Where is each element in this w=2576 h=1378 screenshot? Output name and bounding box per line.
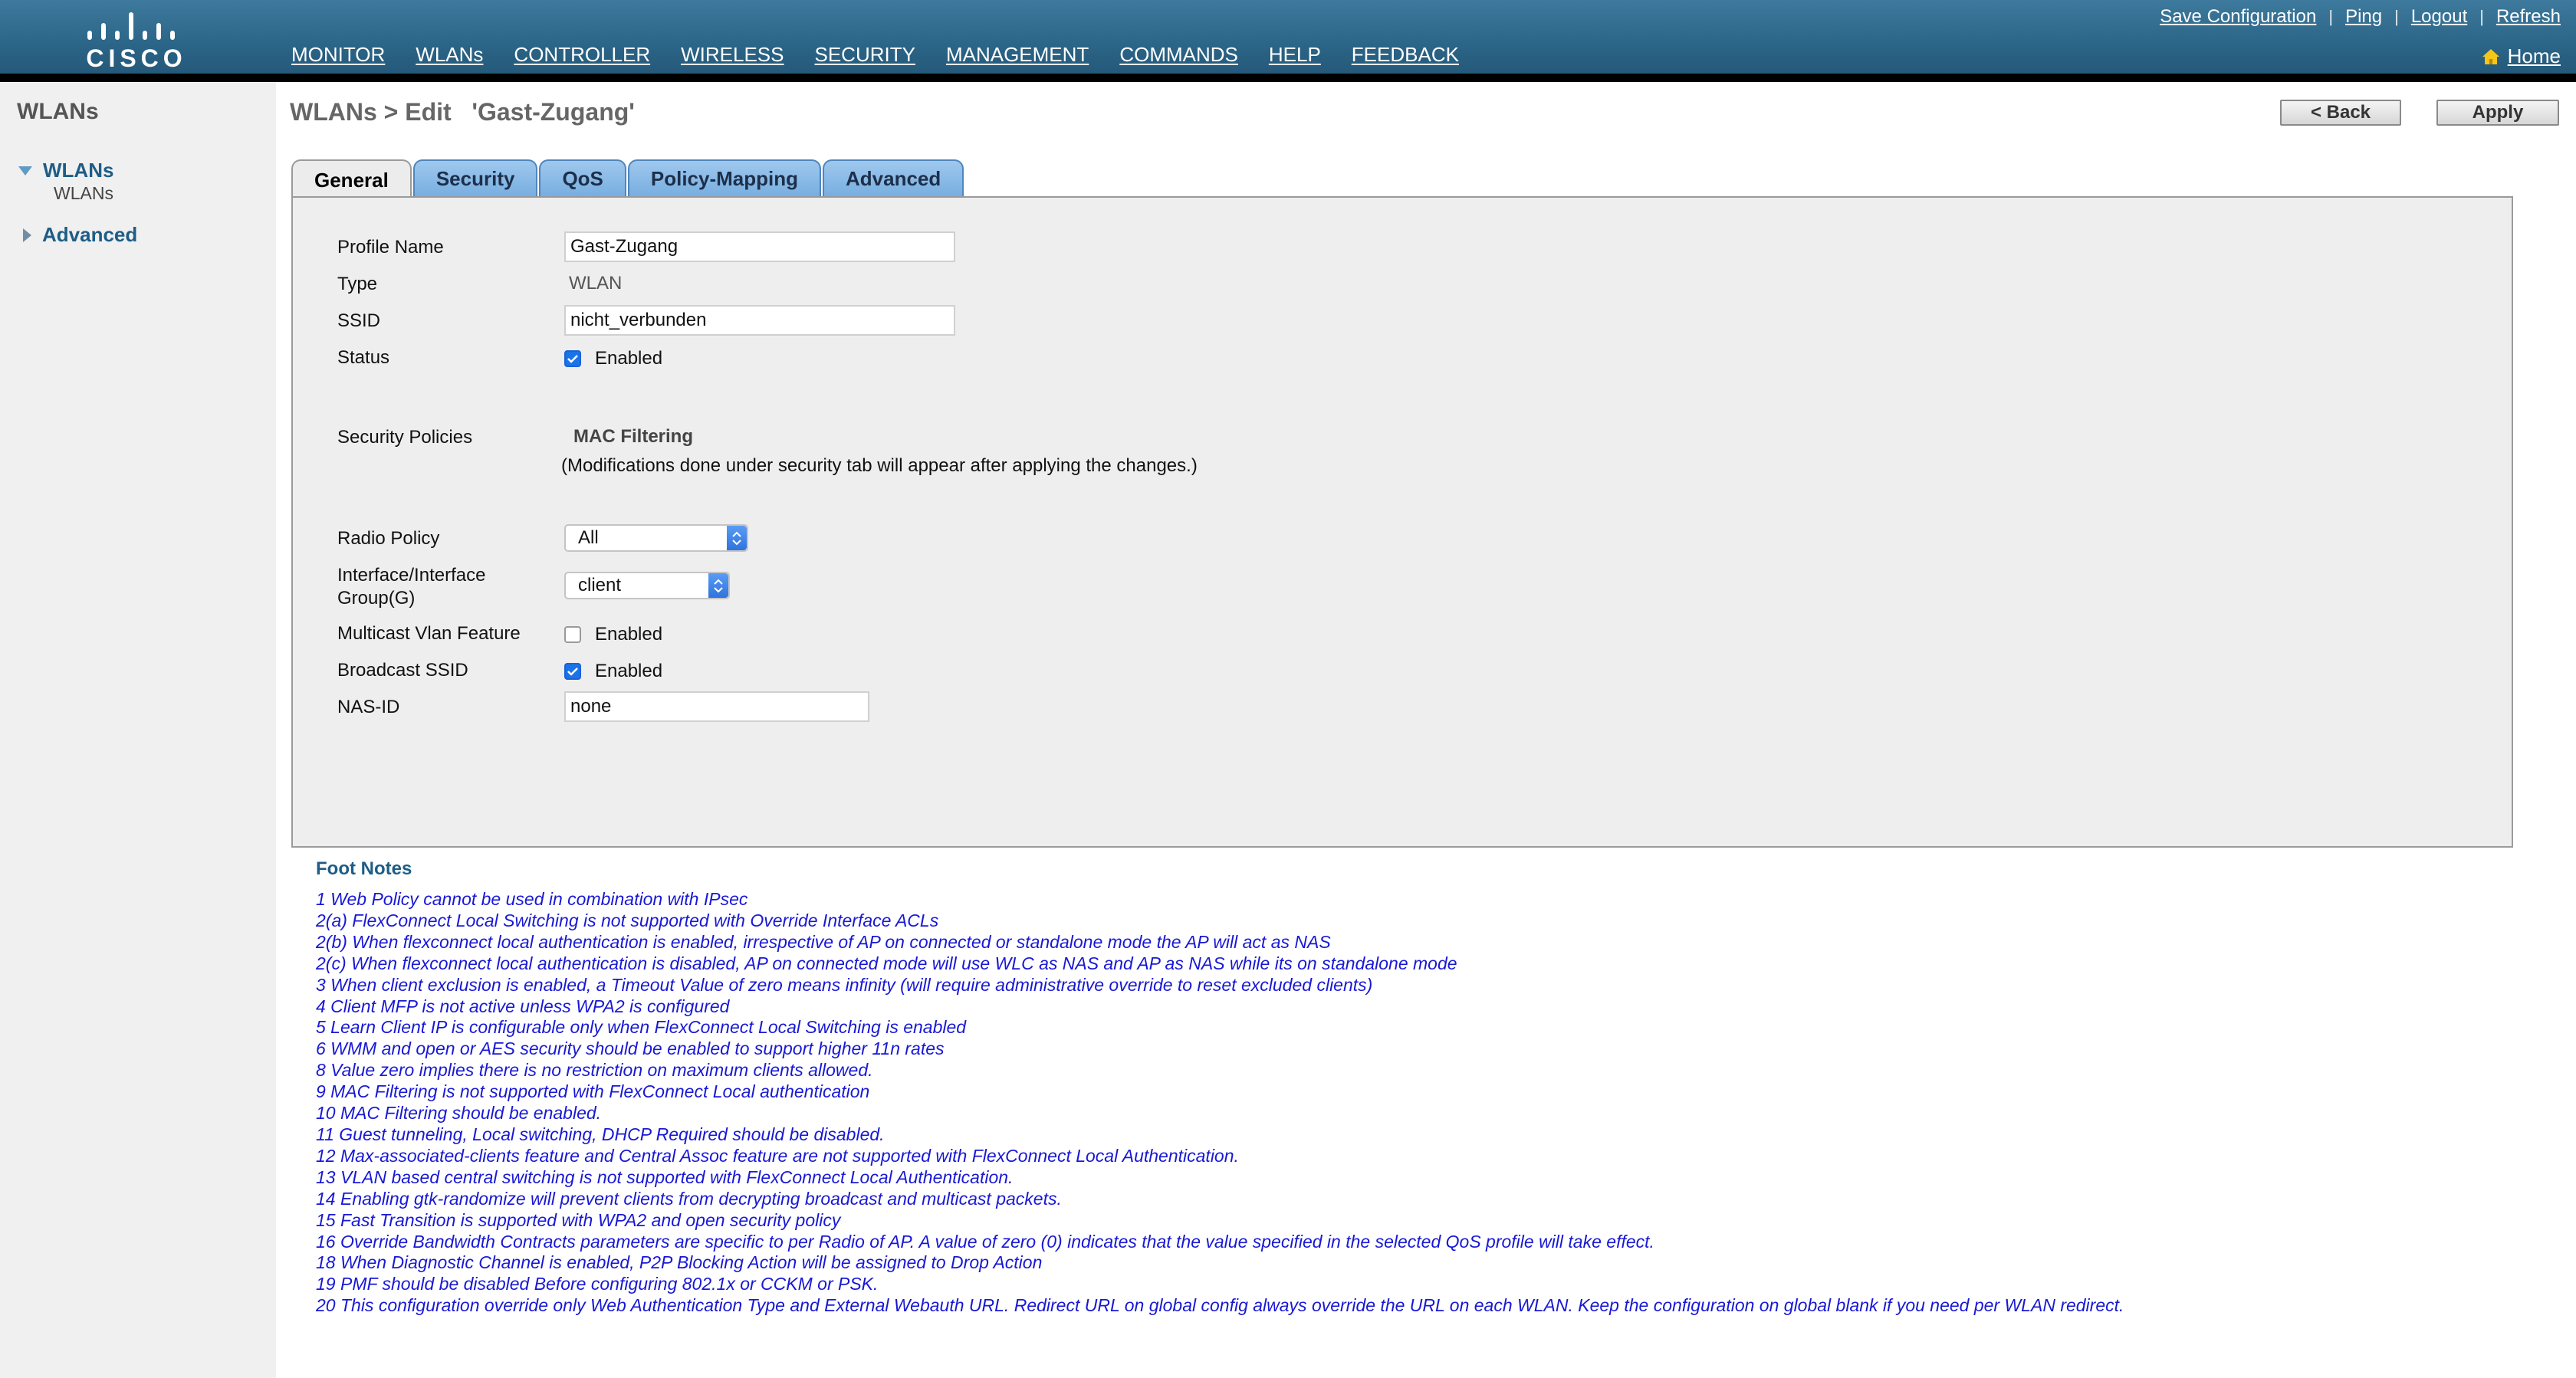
foot-note: 8 Value zero implies there is no restriction on maximum clients allowed.	[316, 1060, 873, 1081]
status-label: Status	[337, 347, 390, 368]
broadcast-ssid-checkbox-group	[564, 661, 662, 682]
sidebar-item-label[interactable]: WLANs	[43, 159, 114, 182]
save-configuration-link[interactable]: Save Configuration	[2160, 6, 2317, 27]
foot-notes-list	[316, 889, 2539, 1317]
foot-note: 4 Client MFP is not active unless WPA2 is configured	[316, 996, 730, 1016]
refresh-link[interactable]: Refresh	[2496, 6, 2561, 27]
nav-monitor[interactable]: MONITOR	[291, 43, 386, 66]
ssid-label: SSID	[337, 310, 381, 331]
foot-note: 18 When Diagnostic Channel is enabled, P2P Blocking Action will be assigned to Drop Action	[316, 1252, 1043, 1273]
check-icon	[567, 354, 578, 363]
foot-notes-title: Foot Notes	[316, 858, 412, 879]
radio-policy-value: All	[578, 527, 599, 548]
foot-note: 16 Override Bandwidth Contracts parameters are specific to per Radio of AP. A value of zero (0) indicates that the value specified in the selected QoS profile will take effect.	[316, 1231, 1654, 1252]
ssid-input[interactable]: nicht_verbunden	[564, 305, 955, 336]
foot-note: 2(c) When flexconnect local authentication is disabled, AP on connected mode will use WLC as NAS and AP as NAS while its on standalone mode	[316, 953, 1457, 973]
foot-note: 11 Guest tunneling, Local switching, DHCP Required should be disabled.	[316, 1124, 885, 1144]
tab-advanced[interactable]: Advanced	[823, 159, 964, 196]
foot-note: 3 When client exclusion is enabled, a Timeout Value of zero means infinity (will require administrative override to reset excluded clients)	[316, 974, 1373, 995]
broadcast-ssid-checkbox-label: Enabled	[595, 661, 663, 681]
multicast-vlan-checkbox-group	[564, 624, 662, 645]
foot-note: 14 Enabling gtk-randomize will prevent clients from decrypting broadcast and multicast packets.	[316, 1188, 1062, 1209]
nas-id-input[interactable]: none	[564, 691, 869, 722]
security-policies-label: Security Policies	[337, 427, 473, 448]
status-checkbox-group	[564, 348, 662, 369]
sidebar-item-wlans[interactable]	[18, 159, 113, 182]
profile-name-input[interactable]: Gast-Zugang	[564, 231, 955, 262]
ping-link[interactable]: Ping	[2345, 6, 2383, 27]
tab-qos[interactable]: QoS	[539, 159, 626, 196]
foot-note: 6 WMM and open or AES security should be enabled to support higher 11n rates	[316, 1038, 945, 1059]
foot-note: 20 This configuration override only Web Authentication Type and External Webauth URL. Redirect URL on global config always override the URL on each WLAN. Keep the configuration on global blank if you need per WLAN redirect.	[316, 1295, 2124, 1316]
broadcast-ssid-label: Broadcast SSID	[337, 660, 468, 681]
separator: |	[2479, 7, 2484, 26]
broadcast-ssid-checkbox[interactable]	[564, 663, 581, 680]
foot-note: 2(b) When flexconnect local authentication is enabled, irrespective of AP on connected or standalone mode the AP will act as NAS	[316, 931, 1331, 952]
home-label[interactable]: Home	[2507, 44, 2561, 67]
separator: |	[2328, 7, 2334, 26]
interface-group-select[interactable]	[564, 572, 730, 599]
status-checkbox-label: Enabled	[595, 348, 663, 369]
nav-feedback[interactable]: FEEDBACK	[1351, 43, 1459, 66]
logout-link[interactable]: Logout	[2410, 6, 2468, 27]
foot-note: 9 MAC Filtering is not supported with FlexConnect Local authentication	[316, 1081, 870, 1102]
tab-policy-mapping[interactable]: Policy-Mapping	[628, 159, 821, 196]
security-policies-value: MAC Filtering	[573, 426, 693, 447]
foot-note: 12 Max-associated-clients feature and Central Assoc feature are not supported with FlexConnect Local Authentication.	[316, 1145, 1239, 1166]
home-icon	[2482, 48, 2500, 65]
sidebar-item-label[interactable]: Advanced	[42, 223, 138, 246]
expand-down-icon	[18, 166, 32, 176]
interface-group-label	[337, 564, 485, 610]
nas-id-label: NAS-ID	[337, 697, 400, 717]
nav-security[interactable]: SECURITY	[814, 43, 915, 66]
foot-note: 19 PMF should be disabled Before configuring 802.1x or CCKM or PSK.	[316, 1274, 879, 1294]
cisco-logo	[83, 11, 190, 72]
multicast-vlan-label: Multicast Vlan Feature	[337, 623, 521, 644]
foot-note: 2(a) FlexConnect Local Switching is not supported with Override Interface ACLs	[316, 910, 939, 930]
cisco-bars-icon	[86, 11, 187, 41]
foot-note: 10 MAC Filtering should be enabled.	[316, 1103, 602, 1124]
separator: |	[2394, 7, 2399, 26]
tab-general[interactable]: General	[291, 159, 412, 199]
main-nav	[291, 43, 1490, 74]
foot-note: 1 Web Policy cannot be used in combination with IPsec	[316, 889, 748, 909]
home-link[interactable]	[2482, 44, 2561, 68]
select-arrows-icon	[727, 526, 747, 550]
status-checkbox[interactable]	[564, 350, 581, 367]
nav-wlans[interactable]: WLANs	[416, 43, 483, 74]
nav-commands[interactable]: COMMANDS	[1119, 43, 1238, 66]
sidebar-subitem-wlans[interactable]: WLANs	[54, 183, 113, 203]
expand-right-icon	[23, 228, 31, 242]
foot-note: 5 Learn Client IP is configurable only when FlexConnect Local Switching is enabled	[316, 1017, 967, 1038]
multicast-vlan-checkbox[interactable]	[564, 626, 581, 643]
nav-help[interactable]: HELP	[1268, 43, 1321, 66]
tab-bar	[291, 159, 965, 198]
type-value: WLAN	[569, 273, 623, 294]
interface-group-label-line1: Interface/Interface	[337, 565, 486, 586]
nav-management[interactable]: MANAGEMENT	[945, 43, 1089, 66]
security-policies-note: (Modifications done under security tab will appear after applying the changes.)	[561, 455, 1198, 476]
multicast-vlan-checkbox-label: Enabled	[595, 624, 663, 645]
foot-note: 15 Fast Transition is supported with WPA2 and open security policy	[316, 1209, 841, 1230]
cisco-wordmark: CISCO	[86, 44, 187, 72]
top-header	[0, 0, 2576, 74]
select-arrows-icon	[708, 573, 728, 598]
type-label: Type	[337, 274, 378, 294]
utility-nav	[2160, 6, 2561, 28]
radio-policy-select[interactable]	[564, 524, 748, 552]
sidebar-title: WLANs	[17, 99, 99, 124]
radio-policy-label: Radio Policy	[337, 528, 440, 549]
nav-wireless[interactable]: WIRELESS	[681, 43, 784, 66]
back-button[interactable]: < Back	[2280, 100, 2401, 126]
general-panel	[291, 196, 2513, 848]
profile-name-label: Profile Name	[337, 237, 444, 258]
apply-button[interactable]: Apply	[2436, 100, 2559, 126]
sidebar	[0, 82, 276, 1378]
check-icon	[567, 667, 578, 676]
tab-security[interactable]: Security	[413, 159, 538, 196]
interface-group-value: client	[578, 575, 622, 595]
interface-group-label-line2: Group(G)	[337, 588, 416, 609]
foot-note: 13 VLAN based central switching is not supported with FlexConnect Local Authentication.	[316, 1166, 1014, 1187]
nav-controller[interactable]: CONTROLLER	[514, 43, 651, 66]
page-title: WLANs > Edit 'Gast-Zugang'	[290, 98, 635, 126]
sidebar-item-advanced[interactable]	[18, 223, 137, 247]
header-divider	[0, 74, 2576, 82]
